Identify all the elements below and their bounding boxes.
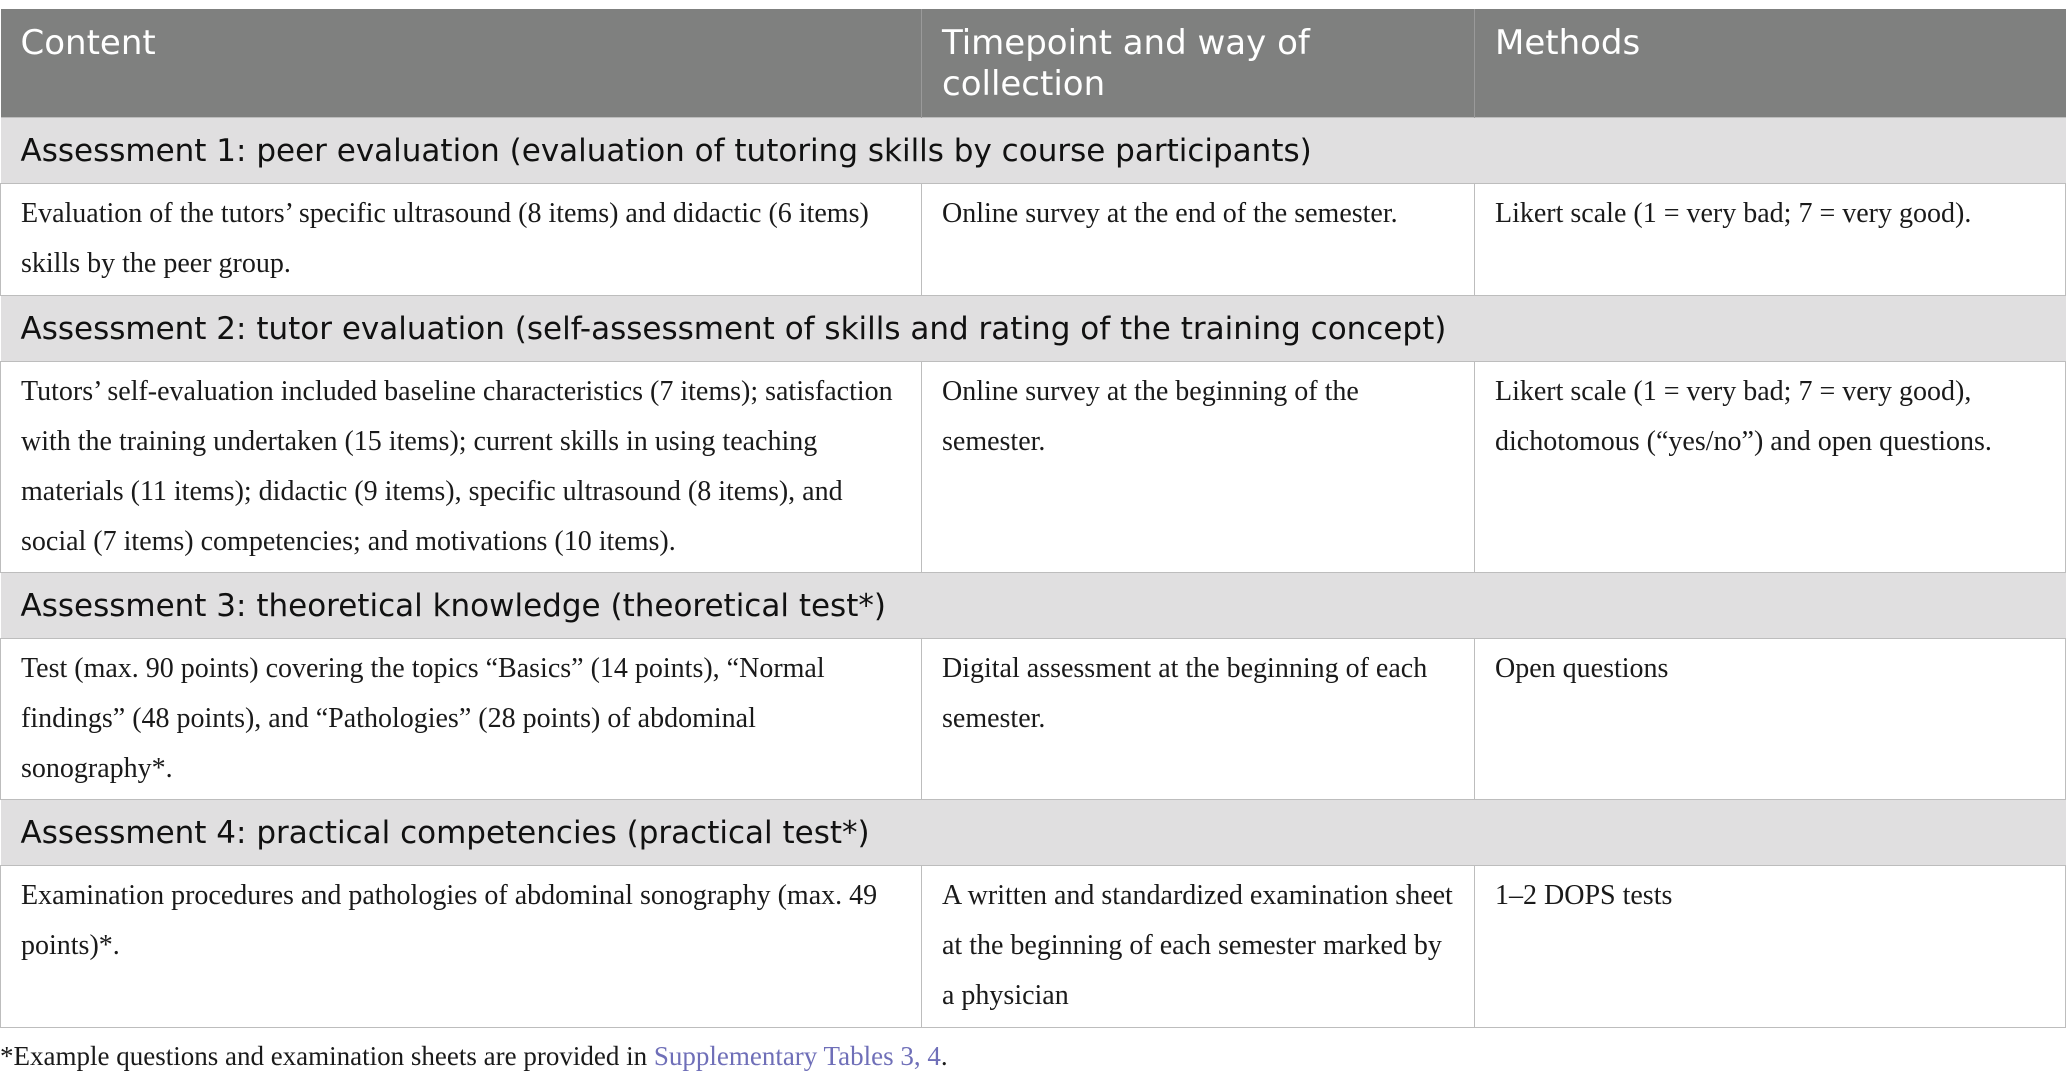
cell-timepoint: A written and standardized examination sheet at the beginning of each semester marked by a physician: [922, 866, 1475, 1028]
cell-content: Evaluation of the tutors’ specific ultrasound (8 items) and didactic (6 items) skills by the peer group.: [1, 184, 922, 296]
assessment-table: [0, 9, 2066, 1028]
column-header-timepoint: Timepoint and way of collection: [922, 9, 1475, 118]
table-header-row: [1, 9, 2066, 118]
footnote-text: *Example questions and examination sheets are provided in: [0, 1041, 654, 1071]
column-header-methods: Methods: [1475, 9, 2066, 118]
section-title: Assessment 1: peer evaluation (evaluation of tutoring skills by course participants): [1, 118, 2066, 184]
section-row-assessment-3: [1, 573, 2066, 639]
section-title: Assessment 2: tutor evaluation (self-assessment of skills and rating of the training concept): [1, 296, 2066, 362]
column-header-content: Content: [1, 9, 922, 118]
table-footnote: [0, 1036, 948, 1076]
section-title: Assessment 3: theoretical knowledge (theoretical test*): [1, 573, 2066, 639]
cell-timepoint: Online survey at the end of the semester.: [922, 184, 1475, 296]
section-title: Assessment 4: practical competencies (practical test*): [1, 800, 2066, 866]
cell-content: Tutors’ self-evaluation included baseline characteristics (7 items); satisfaction with the training undertaken (15 items); current skills in using teaching materials (11 items); didactic (9 items), specific ultrasound (8 items), and social (7 items) competencies; and motivations (10 items).: [1, 362, 922, 573]
cell-methods: 1–2 DOPS tests: [1475, 866, 2066, 1028]
footnote-end: .: [940, 1041, 948, 1071]
section-row-assessment-2: [1, 296, 2066, 362]
cell-content: Test (max. 90 points) covering the topics “Basics” (14 points), “Normal findings” (48 points), and “Pathologies” (28 points) of abdominal sonography*.: [1, 639, 922, 800]
cell-methods: Likert scale (1 = very bad; 7 = very good).: [1475, 184, 2066, 296]
table-row: [1, 362, 2066, 573]
cell-content: Examination procedures and pathologies of abdominal sonography (max. 49 points)*.: [1, 866, 922, 1028]
table-row: [1, 639, 2066, 800]
cell-methods: Open questions: [1475, 639, 2066, 800]
section-row-assessment-4: [1, 800, 2066, 866]
supplementary-tables-link[interactable]: Supplementary Tables 3, 4: [653, 1041, 941, 1071]
cell-methods: Likert scale (1 = very bad; 7 = very good), dichotomous (“yes/no”) and open questions.: [1475, 362, 2066, 573]
cell-timepoint: Digital assessment at the beginning of each semester.: [922, 639, 1475, 800]
table-row: [1, 184, 2066, 296]
cell-timepoint: Online survey at the beginning of the semester.: [922, 362, 1475, 573]
section-row-assessment-1: [1, 118, 2066, 184]
data-table-container: [0, 9, 2065, 1028]
table-row: [1, 866, 2066, 1028]
